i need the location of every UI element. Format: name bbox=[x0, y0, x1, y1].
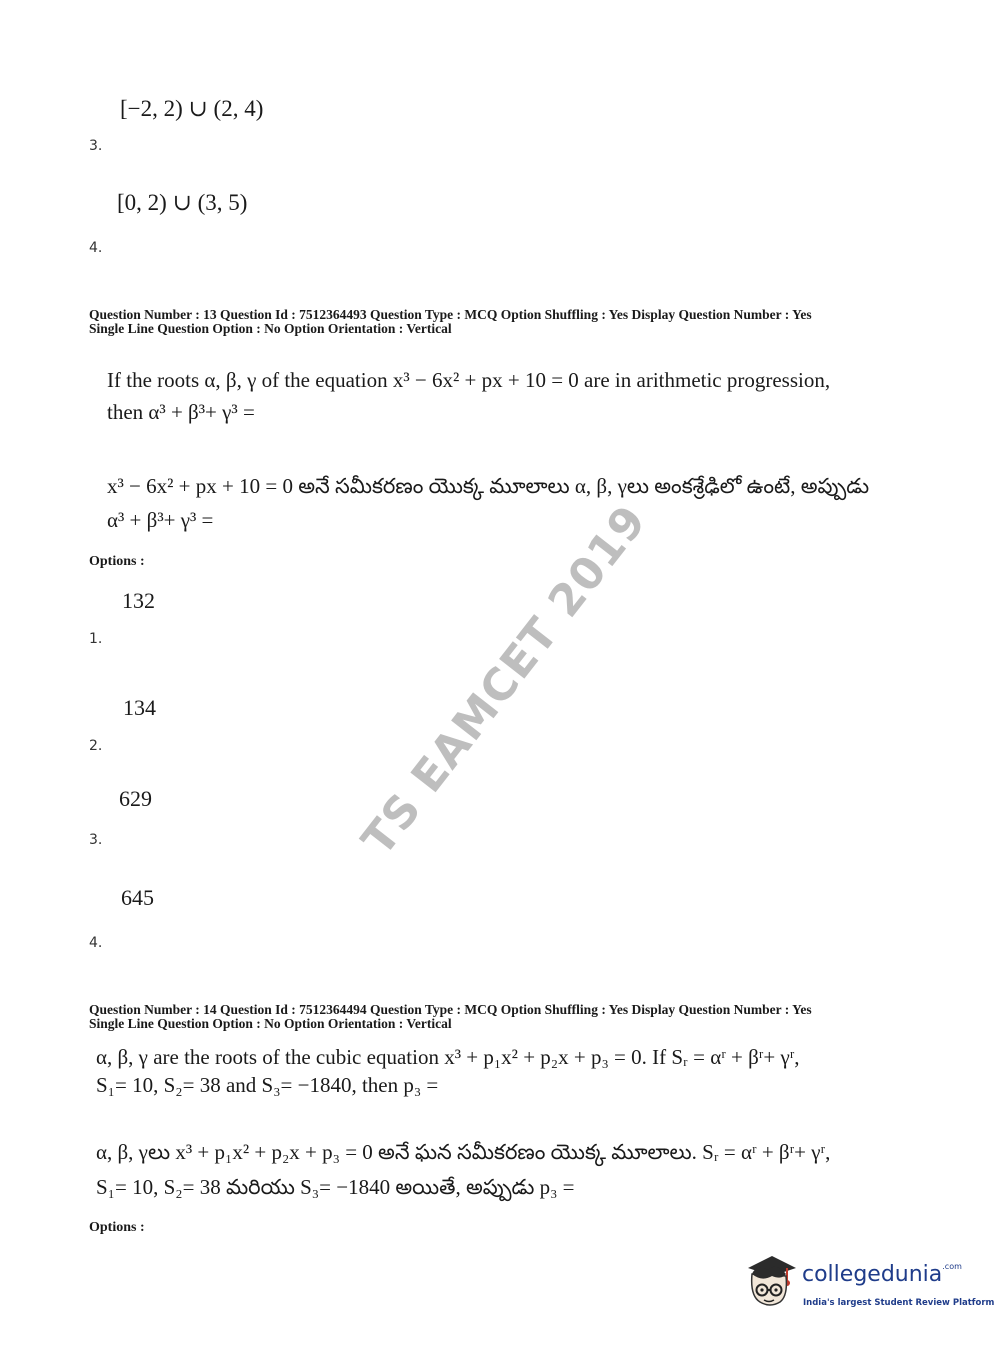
question-meta-line: Single Line Question Option : No Option Orientation : Vertical bbox=[89, 1016, 452, 1031]
question-text-telugu: α³ + β³+ γ³ = bbox=[107, 508, 214, 532]
question-text-telugu: x³ − 6x² + px + 10 = 0 అనే సమీకరణం యొక్క మూలాలు α, β, γలు అంకశ్రేఢిలో ఉంటే, అప్పుడు bbox=[107, 474, 870, 498]
option-number: 3. bbox=[89, 832, 103, 848]
option-value: 134 bbox=[123, 695, 156, 720]
question-text-english: If the roots α, β, γ of the equation x³ − 6x² + px + 10 = 0 are in arithmetic progression, bbox=[107, 368, 831, 392]
prev-option-value: [0, 2) ∪ (3, 5) bbox=[117, 190, 248, 215]
option-number: 2. bbox=[89, 738, 103, 754]
option-value: 132 bbox=[122, 588, 155, 613]
option-number: 4. bbox=[89, 935, 103, 951]
option-value: 645 bbox=[121, 885, 154, 910]
prev-option-number: 4. bbox=[89, 240, 103, 256]
question-meta-line: Question Number : 14 Question Id : 7512364494 Question Type : MCQ Option Shuffling : Yes Display Question Number : Yes bbox=[89, 1002, 812, 1017]
question-meta-line: Question Number : 13 Question Id : 7512364493 Question Type : MCQ Option Shuffling : Yes Display Question Number : Yes bbox=[89, 307, 812, 322]
mascot-logo-icon bbox=[742, 1252, 800, 1310]
logo-wordmark: collegedunia$^{.com}$ bbox=[802, 1262, 962, 1287]
question-text-telugu: S₁= 10, S₂= 38 మరియు S₃= −1840 అయితే, అప్పుడు p₃ = bbox=[96, 1175, 575, 1199]
option-value: 629 bbox=[119, 786, 152, 811]
options-label: Options : bbox=[89, 554, 145, 569]
option-number: 1. bbox=[89, 631, 103, 647]
logo-tagline: India's largest Student Review Platform bbox=[803, 1298, 995, 1308]
prev-option-value: [−2, 2) ∪ (2, 4) bbox=[120, 96, 264, 121]
question-text-english: S₁= 10, S₂= 38 and S₃= −1840, then p₃ = bbox=[96, 1073, 439, 1097]
prev-option-number: 3. bbox=[89, 138, 103, 154]
watermark: TS EAMCET 2019 bbox=[352, 495, 657, 866]
question-text-telugu: α, β, γలు x³ + p₁x² + p₂x + p₃ = 0 అనే ఘన సమీకరణం యొక్క మూలాలు. Sᵣ = αʳ + βʳ+ γʳ, bbox=[96, 1140, 831, 1164]
question-meta-line: Single Line Question Option : No Option Orientation : Vertical bbox=[89, 321, 452, 336]
question-text-english: α, β, γ are the roots of the cubic equation x³ + p₁x² + p₂x + p₃ = 0. If Sᵣ = αʳ + βʳ+ γʳ, bbox=[96, 1045, 800, 1069]
options-label: Options : bbox=[89, 1220, 145, 1235]
question-text-english: then α³ + β³+ γ³ = bbox=[107, 400, 255, 424]
